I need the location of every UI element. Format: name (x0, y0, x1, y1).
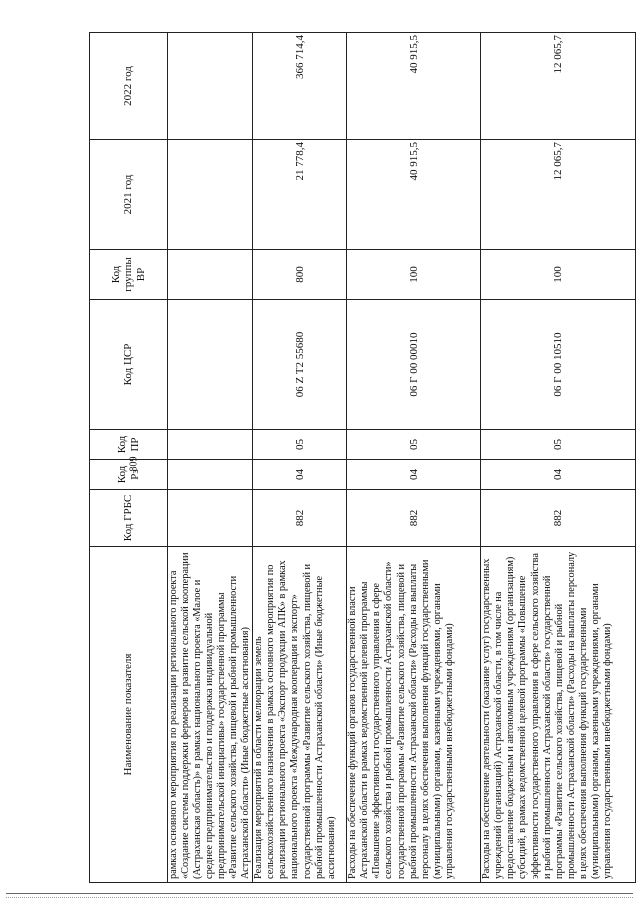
row-csr (168, 300, 253, 430)
row-vr (168, 250, 253, 300)
header-row (90, 33, 168, 883)
table-row (347, 33, 481, 883)
row-vr: 100 (481, 250, 636, 300)
rotated-table-container (89, 33, 629, 883)
header-2022: 2022 год (90, 33, 168, 140)
header-csr: Код ЦСР (90, 300, 168, 430)
header-grbs: Код ГРБС (90, 490, 168, 547)
budget-table (89, 32, 636, 883)
row-pr (168, 430, 253, 460)
table-row (253, 33, 347, 883)
row-rz: 04 (347, 460, 481, 490)
header-vr: Код группы ВР (90, 250, 168, 300)
row-grbs: 882 (347, 490, 481, 547)
row-rz: 04 (481, 460, 636, 490)
header-pr: Код ПР (90, 430, 168, 460)
row-vr: 100 (347, 250, 481, 300)
row-vr: 800 (253, 250, 347, 300)
row-rz: 04 (253, 460, 347, 490)
row-name: Расходы на обеспечение деятельности (оказание услуг) государственных учреждений (организаций) Астраханской области, в том числе на предоставление бюджетным и автономным учреждениям (организациям) субсидий, в рамках ведомственной целевой программы «Повышение эффективности государственного управления в сфере сельского хозяйства и рыбной промышленности Астраханской области» государственной программы «Развитие сельского хозяйства, пищевой и рыбной промышленности Астраханской области» (Расходы на выплаты персоналу в целях обеспечения выполнения функций государственными (муниципальными) органами, казенными учреждениями, органами управления государственными внебюджетными фондами) (481, 547, 636, 883)
scan-edge-dotted-line (6, 897, 633, 898)
row-name: Расходы на обеспечение функций органов государственной власти Астраханской области в рамках ведомственной целевой программы «Повышение эффективности государственного управления в сфере сельского хозяйства и рыбной промышленности Астраханской области» государственной программы «Развитие сельского хозяйства, пищевой и рыбной промышленности Астраханской области» (Расходы на выплаты персоналу в целях обеспечения выполнения функций государственными (муниципальными) органами, казенными учреждениями, органами управления государственными внебюджетными фондами) (347, 547, 481, 883)
row-2021: 12 065,7 (481, 140, 636, 250)
row-2021: 21 778,4 (253, 140, 347, 250)
row-name: Реализация мероприятий в области мелиорации земель сельскохозяйственного назначения в рамках основного мероприятия по реализации регионального проекта «Экспорт продукции АПК» в рамках национального проекта «Международная кооперация и экспорт» государственной программы «Развитие сельского хозяйства, пищевой и рыбной промышленности Астраханской области» (Иные бюджетные ассигнования) (253, 547, 347, 883)
row-csr: 06 Г 00 00010 (347, 300, 481, 430)
row-pr: 05 (347, 430, 481, 460)
header-rz: Код Рз (90, 460, 168, 490)
row-grbs (168, 490, 253, 547)
table-row (168, 33, 253, 883)
row-csr: 06 Г 00 10510 (481, 300, 636, 430)
header-2021: 2021 год (90, 140, 168, 250)
row-2022: 12 065,7 (481, 33, 636, 140)
row-2022: 366 714,4 (253, 33, 347, 140)
table-row (481, 33, 636, 883)
row-rz (168, 460, 253, 490)
page-number: 809 (128, 456, 140, 472)
row-name: рамках основного мероприятия по реализации регионального проекта «Создание системы поддержки фермеров и развитие сельской кооперации (Астраханская область)» в рамках национального проекта «Малое и среднее предпринимательство и поддержка индивидуальной предпринимательской инициативы» государственной программы «Развитие сельского хозяйства, пищевой и рыбной промышленности Астраханской области» (Иные бюджетные ассигнования) (168, 547, 253, 883)
row-2021 (168, 140, 253, 250)
row-pr: 05 (253, 430, 347, 460)
row-2022: 40 915,5 (347, 33, 481, 140)
row-csr: 06 Z T2 55680 (253, 300, 347, 430)
scan-edge-line (6, 893, 633, 894)
row-grbs: 882 (481, 490, 636, 547)
row-2022 (168, 33, 253, 140)
row-2021: 40 915,5 (347, 140, 481, 250)
row-grbs: 882 (253, 490, 347, 547)
header-name: Наименование показателя (90, 547, 168, 883)
row-pr: 05 (481, 430, 636, 460)
